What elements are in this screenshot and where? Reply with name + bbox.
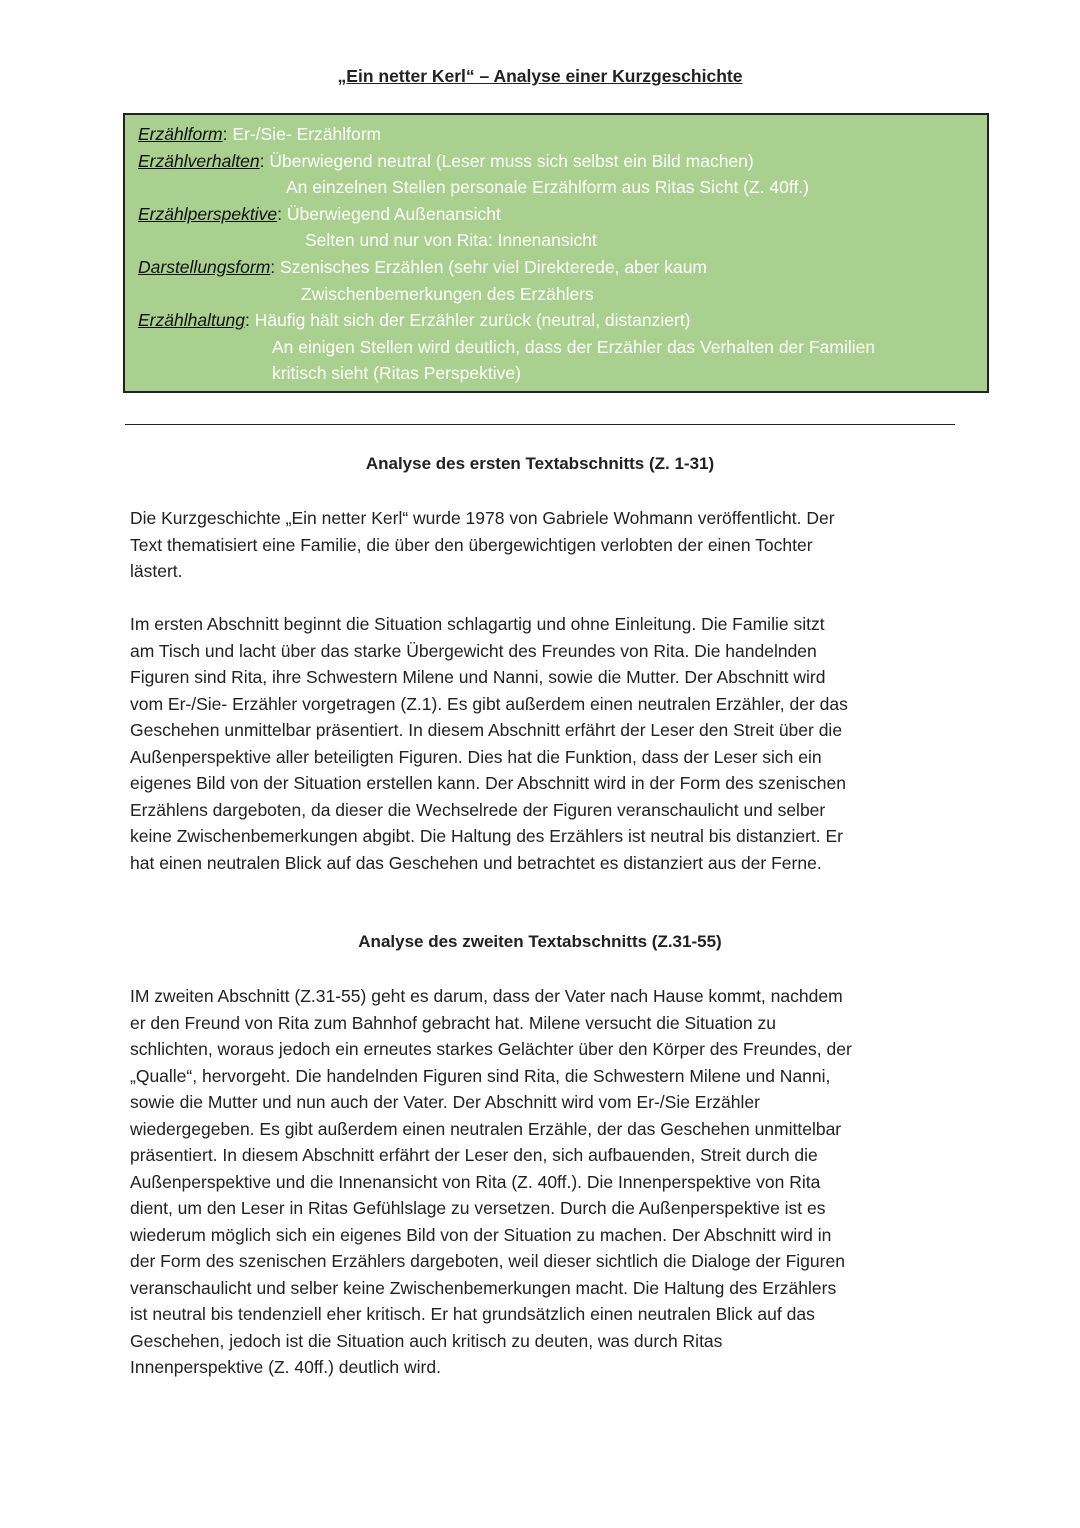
summary-line: [272, 334, 875, 361]
summary-line: [272, 360, 521, 387]
text-line: Text thematisiert eine Familie, die über den übergewichtigen verlobten der einen Tochter: [130, 534, 813, 555]
colon: :: [277, 203, 287, 224]
summary-value: Häufig hält sich der Erzähler zurück (neutral, distanziert): [254, 310, 691, 331]
section1-heading: Analyse des ersten Textabschnitts (Z. 1-31): [365, 454, 715, 473]
text-line: präsentiert. In diesem Abschnitt erfährt der Leser den, sich aufbauenden, Streit durch die: [130, 1145, 818, 1165]
text-line: Außenperspektive aller beteiligten Figuren. Dies hat die Funktion, dass der Leser sich ein: [130, 746, 822, 767]
text-line: wiedergegeben. Es gibt außerdem einen neutralen Erzähle, der das Geschehen unmittelbar: [130, 1118, 842, 1139]
text-line: Im ersten Abschnitt beginnt die Situation schlagartig und ohne Einleitung. Die Familie sitzt: [130, 614, 825, 634]
summary-value: kritisch sieht (Ritas Perspektive): [272, 363, 521, 384]
section2-paragraph-1: [130, 983, 852, 1381]
text-line: IM zweiten Abschnitt (Z.31-55) geht es darum, dass der Vater nach Hause kommt, nachdem: [130, 986, 843, 1006]
text-line: ist neutral bis tendenziell eher kritisch. Er hat grundsätzlich einen neutralen Blick auf das: [130, 1304, 815, 1324]
text-line: Geschehen unmittelbar präsentiert. In diesem Abschnitt erfährt der Leser den Streit über die: [130, 720, 843, 740]
text-line: er den Freund von Rita zum Bahnhof gebracht hat. Milene versucht die Situation zu: [130, 1012, 776, 1033]
text-line: Figuren sind Rita, ihre Schwestern Milene und Nanni, sowie die Mutter. Der Abschnitt wird: [130, 667, 826, 687]
colon: :: [259, 150, 270, 171]
summary-line: [138, 121, 381, 148]
summary-label: Erzählperspektive: [138, 203, 278, 224]
summary-line: [286, 174, 809, 201]
section2-heading: Analyse des zweiten Textabschnitts (Z.31-55): [358, 932, 722, 951]
text-line: eigenes Bild von der Situation erstellen kann. Der Abschnitt wird in der Form des szenischen: [130, 773, 846, 793]
summary-value: Selten und nur von Rita: Innenansicht: [305, 230, 597, 251]
summary-label: Darstellungsform: [138, 257, 271, 277]
text-line: wiederum möglich sich ein eigenes Bild von der Situation zu machen. Der Abschnitt wird in: [130, 1224, 832, 1245]
text-line: der Form des szenischen Erzählers dargeboten, weil dieser sichtlich die Dialoge der Figuren: [130, 1251, 845, 1271]
divider: [125, 424, 955, 425]
text-line: „Qualle“, hervorgeht. Die handelnden Figuren sind Rita, die Schwestern Milene und Nanni,: [130, 1065, 831, 1086]
summary-value: Zwischenbemerkungen des Erzählers: [301, 283, 594, 304]
text-line: Erzählens dargeboten, da dieser die Wechselrede der Figuren veranschaulicht und selber: [130, 799, 826, 820]
summary-value: Szenisches Erzählen (sehr viel Direkterede, aber kaum: [280, 257, 708, 277]
section1-paragraph-1: [130, 505, 835, 585]
text-line: Außenperspektive und die Innenansicht von Rita (Z. 40ff.). Die Innenperspektive von Rita: [130, 1171, 821, 1192]
text-line: keine Zwischenbemerkungen abgibt. Die Haltung des Erzählers ist neutral bis distanziert. Er: [130, 826, 843, 846]
summary-value: Überwiegend Außenansicht: [286, 203, 501, 224]
page-title: „Ein netter Kerl“ – Analyse einer Kurzgeschichte: [337, 66, 743, 86]
section1-paragraph-2: [130, 611, 848, 876]
text-line: Geschehen, jedoch ist die Situation auch kritisch zu deuten, was durch Ritas: [130, 1330, 723, 1351]
summary-value: An einzelnen Stellen personale Erzählform aus Ritas Sicht (Z. 40ff.): [286, 177, 809, 198]
summary-value: Er-/Sie- Erzählform: [232, 124, 382, 144]
text-line: hat einen neutralen Blick auf das Geschehen und betrachtet es distanziert aus der Ferne.: [130, 852, 822, 873]
summary-value: An einigen Stellen wird deutlich, dass der Erzähler das Verhalten der Familien: [272, 336, 876, 357]
colon: :: [245, 310, 255, 331]
summary-line: [138, 254, 707, 281]
summary-value: Überwiegend neutral (Leser muss sich selbst ein Bild machen): [269, 150, 754, 171]
text-line: lästert.: [130, 561, 183, 581]
text-line: vom Er-/Sie- Erzähler vorgetragen (Z.1). Es gibt außerdem einen neutralen Erzähler, der das: [130, 693, 848, 714]
summary-label: Erzählhaltung: [138, 310, 246, 331]
summary-label: Erzählverhalten: [138, 150, 260, 171]
summary-line: [305, 227, 597, 254]
summary-line: [138, 201, 501, 228]
colon: :: [270, 257, 281, 277]
text-line: veranschaulicht und selber keine Zwischenbemerkungen macht. Die Haltung des Erzählers: [130, 1277, 837, 1298]
text-line: Die Kurzgeschichte „Ein netter Kerl“ wurde 1978 von Gabriele Wohmann veröffentlicht. Der: [130, 508, 835, 528]
narrative-summary-box: [123, 113, 989, 393]
text-line: am Tisch und lacht über das starke Übergewicht des Freundes von Rita. Die handelnden: [130, 640, 817, 661]
summary-line: [301, 281, 594, 308]
text-line: sowie die Mutter und nun auch der Vater. Der Abschnitt wird vom Er-/Sie Erzähler: [130, 1092, 760, 1112]
text-line: schlichten, woraus jedoch ein erneutes starkes Gelächter über den Körper des Freundes, der: [130, 1039, 852, 1059]
colon: :: [222, 124, 233, 144]
summary-label: Erzählform: [138, 124, 223, 144]
text-line: Innenperspektive (Z. 40ff.) deutlich wird.: [130, 1357, 441, 1377]
summary-line: [138, 307, 691, 334]
text-line: dient, um den Leser in Ritas Gefühlslage zu versetzen. Durch die Außenperspektive ist es: [130, 1198, 826, 1218]
summary-line: [138, 148, 754, 175]
